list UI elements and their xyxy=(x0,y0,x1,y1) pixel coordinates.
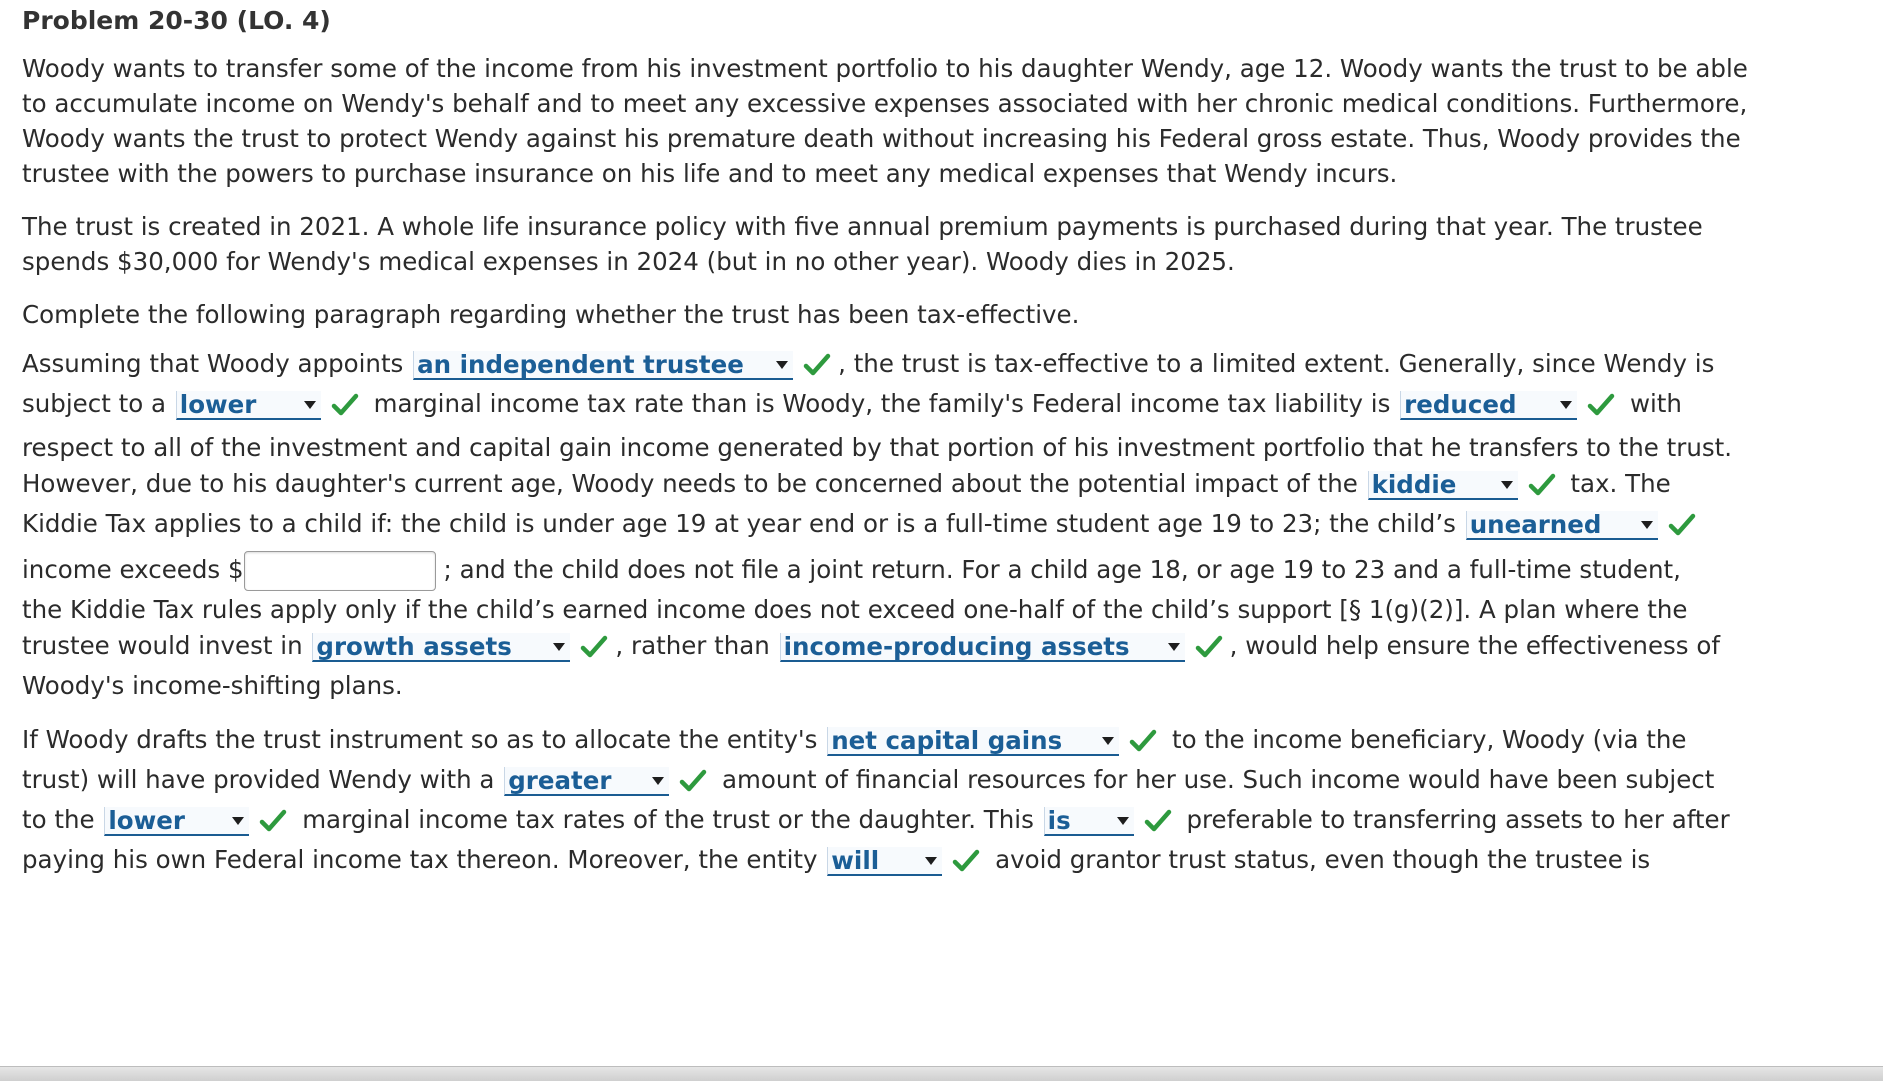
text: tax. The xyxy=(1570,469,1671,498)
para1-line-3: respect to all of the investment and capital gain income generated by that portion of his investment portfolio that he transfers to the trust. xyxy=(22,433,1733,462)
chevron-down-icon xyxy=(553,643,565,651)
text: trust) will have provided Wendy with a xyxy=(22,765,495,794)
text: Assuming that Woody appoints xyxy=(22,349,404,378)
chevron-down-icon xyxy=(304,401,316,409)
check-icon xyxy=(802,350,832,380)
capital-gains-dropdown[interactable]: net capital gains xyxy=(827,727,1119,756)
text: trustee would invest in xyxy=(22,631,303,660)
text: amount of financial resources for her use. Such income would have been subject xyxy=(722,765,1715,794)
check-icon xyxy=(1586,390,1616,420)
facts-paragraph xyxy=(22,206,1703,283)
check-icon xyxy=(1667,510,1697,540)
para2-line-4 xyxy=(22,836,1650,884)
text: marginal income tax rate than is Woody, the family's Federal income tax liability is xyxy=(373,389,1391,418)
check-icon xyxy=(1527,470,1557,500)
text: to the income beneficiary, Woody (via the xyxy=(1172,725,1687,754)
text: avoid grantor trust status, even though the trustee is xyxy=(995,845,1651,874)
para1-line-7: the Kiddie Tax rules apply only if the child’s earned income does not exceed one-half of the child’s support [§ 1(g)(2)]. A plan where the xyxy=(22,595,1688,624)
text: , rather than xyxy=(615,631,770,660)
check-icon xyxy=(678,766,708,796)
intro-line: Woody wants to transfer some of the income from his investment portfolio to his daughter Wendy, age 12. Woody wants the trust to be able xyxy=(22,54,1748,83)
check-icon xyxy=(951,846,981,876)
para1-line-5 xyxy=(22,500,1703,548)
intro-line: Woody wants the trust to protect Wendy against his premature death without increasing his Federal gross estate. Thus, Woody provides the xyxy=(22,124,1741,153)
check-icon xyxy=(258,806,288,836)
chevron-down-icon xyxy=(1560,401,1572,409)
chevron-down-icon xyxy=(925,857,937,865)
text: Kiddie Tax applies to a child if: the child is under age 19 at year end or is a full-time student age 19 to 23; the child’s xyxy=(22,509,1456,538)
tax-rate-dropdown[interactable]: lower xyxy=(176,391,321,420)
check-icon xyxy=(1194,632,1224,662)
text: If Woody drafts the trust instrument so as to allocate the entity's xyxy=(22,725,818,754)
check-icon xyxy=(579,632,609,662)
chevron-down-icon xyxy=(652,777,664,785)
text: marginal income tax rates of the trust or the daughter. This xyxy=(302,805,1034,834)
horizontal-scrollbar[interactable] xyxy=(0,1066,1883,1081)
kiddie-tax-dropdown[interactable]: kiddie xyxy=(1368,471,1518,500)
chevron-down-icon xyxy=(232,817,244,825)
chevron-down-icon xyxy=(1501,481,1513,489)
liability-dropdown[interactable]: reduced xyxy=(1400,391,1577,420)
text: However, due to his daughter's current age, Woody needs to be concerned about the potential impact of the xyxy=(22,469,1358,498)
trustee-dropdown[interactable]: an independent trustee xyxy=(413,351,793,380)
instruction-text: Complete the following paragraph regarding whether the trust has been tax-effective. xyxy=(22,300,1080,329)
text: ; and the child does not file a joint return. For a child age 18, or age 19 to 23 and a full-time student, xyxy=(443,555,1681,584)
is-dropdown[interactable]: is xyxy=(1044,807,1134,836)
problem-title: Problem 20-30 (LO. 4) xyxy=(22,6,331,35)
text: , would help ensure the effectiveness of xyxy=(1229,631,1720,660)
intro-line: to accumulate income on Wendy's behalf and to meet any excessive expenses associated with her chronic medical conditions. Furthermore, xyxy=(22,89,1748,118)
text: paying his own Federal income tax thereon. Moreover, the entity xyxy=(22,845,818,874)
income-type-dropdown[interactable]: unearned xyxy=(1466,511,1658,540)
check-icon xyxy=(1128,726,1158,756)
will-dropdown[interactable]: will xyxy=(827,847,942,876)
facts-line: The trust is created in 2021. A whole life insurance policy with five annual premium payments is purchased during that year. The trustee xyxy=(22,212,1703,241)
text: with xyxy=(1629,389,1682,418)
chevron-down-icon xyxy=(1168,643,1180,651)
check-icon xyxy=(1143,806,1173,836)
invest-in-dropdown[interactable]: growth assets xyxy=(312,633,570,662)
para1-line-2 xyxy=(22,380,1682,428)
text: preferable to transferring assets to her after xyxy=(1186,805,1730,834)
text: to the xyxy=(22,805,95,834)
tax-rates-dropdown[interactable]: lower xyxy=(104,807,249,836)
amount-dropdown[interactable]: greater xyxy=(504,767,669,796)
facts-line: spends $30,000 for Wendy's medical expenses in 2024 (but in no other year). Woody dies in 2025. xyxy=(22,247,1235,276)
text: , the trust is tax-effective to a limited extent. Generally, since Wendy is xyxy=(838,349,1715,378)
chevron-down-icon xyxy=(1117,817,1129,825)
chevron-down-icon xyxy=(1641,521,1653,529)
rather-than-dropdown[interactable]: income-producing assets xyxy=(780,633,1185,662)
check-icon xyxy=(330,390,360,420)
text: subject to a xyxy=(22,389,166,418)
chevron-down-icon xyxy=(1102,737,1114,745)
para1-line-9: Woody's income-shifting plans. xyxy=(22,671,403,700)
text: income exceeds $ xyxy=(22,555,244,584)
income-threshold-input[interactable] xyxy=(244,551,436,591)
chevron-down-icon xyxy=(776,361,788,369)
intro-paragraph xyxy=(22,48,1748,195)
intro-line: trustee with the powers to purchase insurance on his life and to meet any medical expenses that Wendy incurs. xyxy=(22,159,1398,188)
